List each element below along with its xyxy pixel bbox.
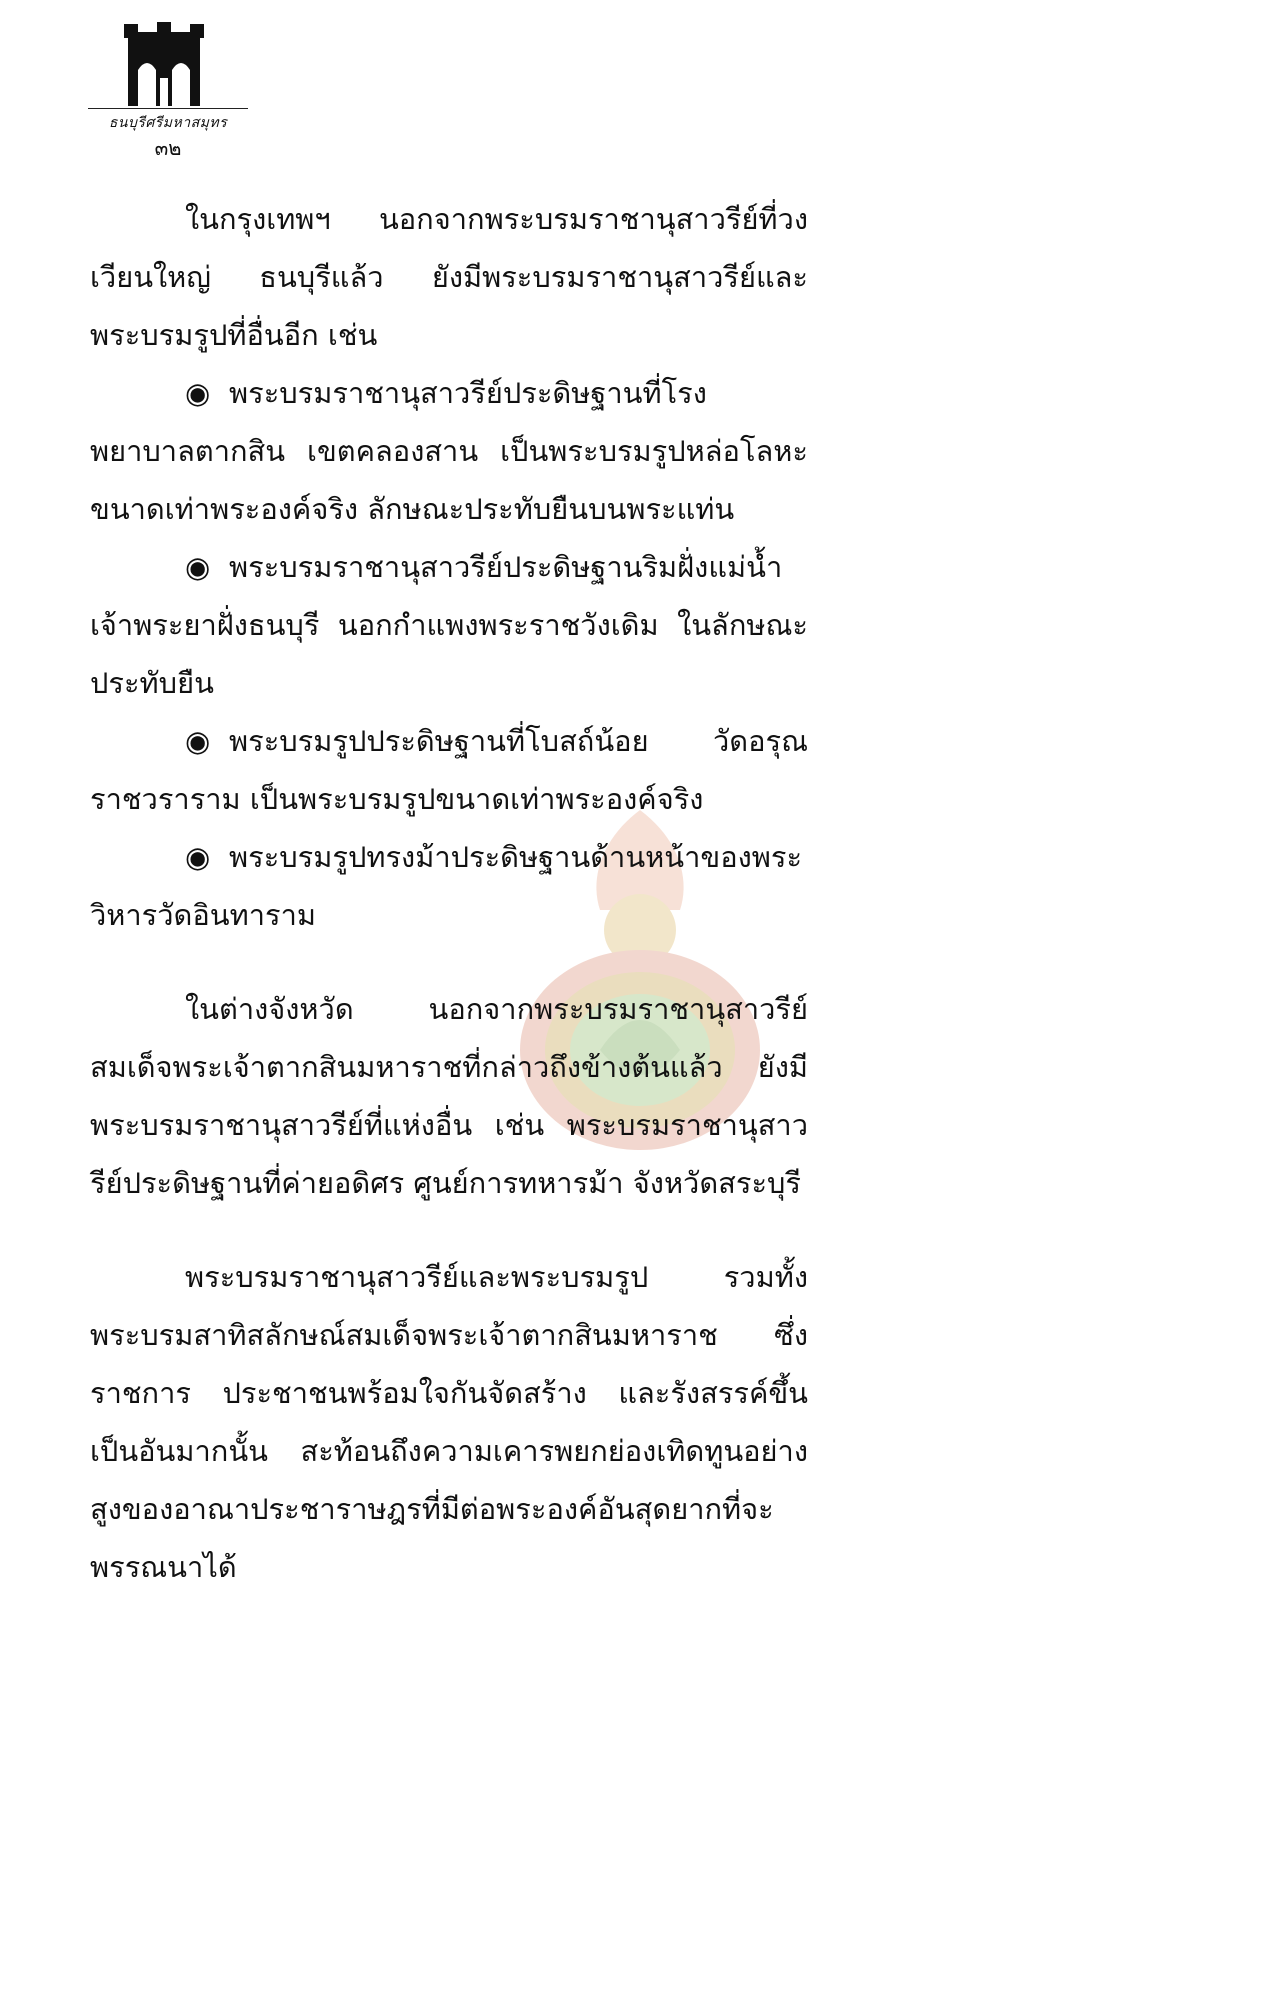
paragraph-provinces: ในต่างจังหวัด นอกจากพระบรมราชานุสาวรีย์สมเด็จพระเจ้าตากสินมหาราชที่กล่าวถึงข้างต้นแล้ว ยังมีพระบรมราชานุสาวรีย์ที่แห่งอื่น เช่น พระบรมราชานุสาวรีย์ประดิษฐานที่ค่ายอดิศร ศูนย์การทหารม้า จังหวัดสระบุรี [90,992,808,1200]
paragraph-intro: ในกรุงเทพฯ นอกจากพระบรมราชานุสาวรีย์ที่วงเวียนใหญ่ ธนบุรีแล้ว ยังมีพระบรมราชานุสาวรีย์และพระบรมรูปที่อื่นอีก เช่น [90,202,808,352]
bullet-marker: ◉ [185,550,211,584]
paragraph-gap [90,1212,808,1248]
list-item [90,712,808,828]
header-emblem [82,22,252,160]
page-number: ๓๒ [154,136,182,160]
list-item [90,538,808,712]
bullet-marker: ◉ [185,840,211,874]
bullet-marker: ◉ [185,376,211,410]
list-item-text: พระบรมรูปทรงม้าประดิษฐานด้านหน้าของพระวิหารวัดอินทาราม [90,840,803,932]
body-text [90,190,808,1596]
bullet-marker: ◉ [185,724,211,758]
list-item [90,828,808,944]
paragraph-gap [90,944,808,980]
city-gate-icon [124,22,204,106]
header-caption: ธนบุรีศรีมหาสมุทร [108,115,228,131]
list-item-text: พระบรมราชานุสาวรีย์ประดิษฐานริมฝั่งแม่น้ำเจ้าพระยาฝั่งธนบุรี นอกกำแพงพระราชวังเดิม ในลักษณะประทับยืน [90,550,808,700]
list-item-text: พระบรมรูปประดิษฐานที่โบสถ์น้อย วัดอรุณราชวราราม เป็นพระบรมรูปขนาดเท่าพระองค์จริง [90,724,808,816]
header-rule [88,108,248,109]
list-item-text: พระบรมราชานุสาวรีย์ประดิษฐานที่โรงพยาบาลตากสิน เขตคลองสาน เป็นพระบรมรูปหล่อโลหะ ขนาดเท่าพระองค์จริง ลักษณะประทับยืนบนพระแท่น [90,376,808,526]
list-item [90,364,808,538]
paragraph-conclusion: พระบรมราชานุสาวรีย์และพระบรมรูป รวมทั้งพระบรมสาทิสลักษณ์สมเด็จพระเจ้าตากสินมหาราช ซึ่งราชการ ประชาชนพร้อมใจกันจัดสร้าง และรังสรรค์ขึ้นเป็นอันมากนั้น สะท้อนถึงความเคารพยกย่องเทิดทูนอย่างสูงของอาณาประชาราษฎรที่มีต่อพระองค์อันสุดยากที่จะพรรณนาได้ [90,1260,808,1584]
